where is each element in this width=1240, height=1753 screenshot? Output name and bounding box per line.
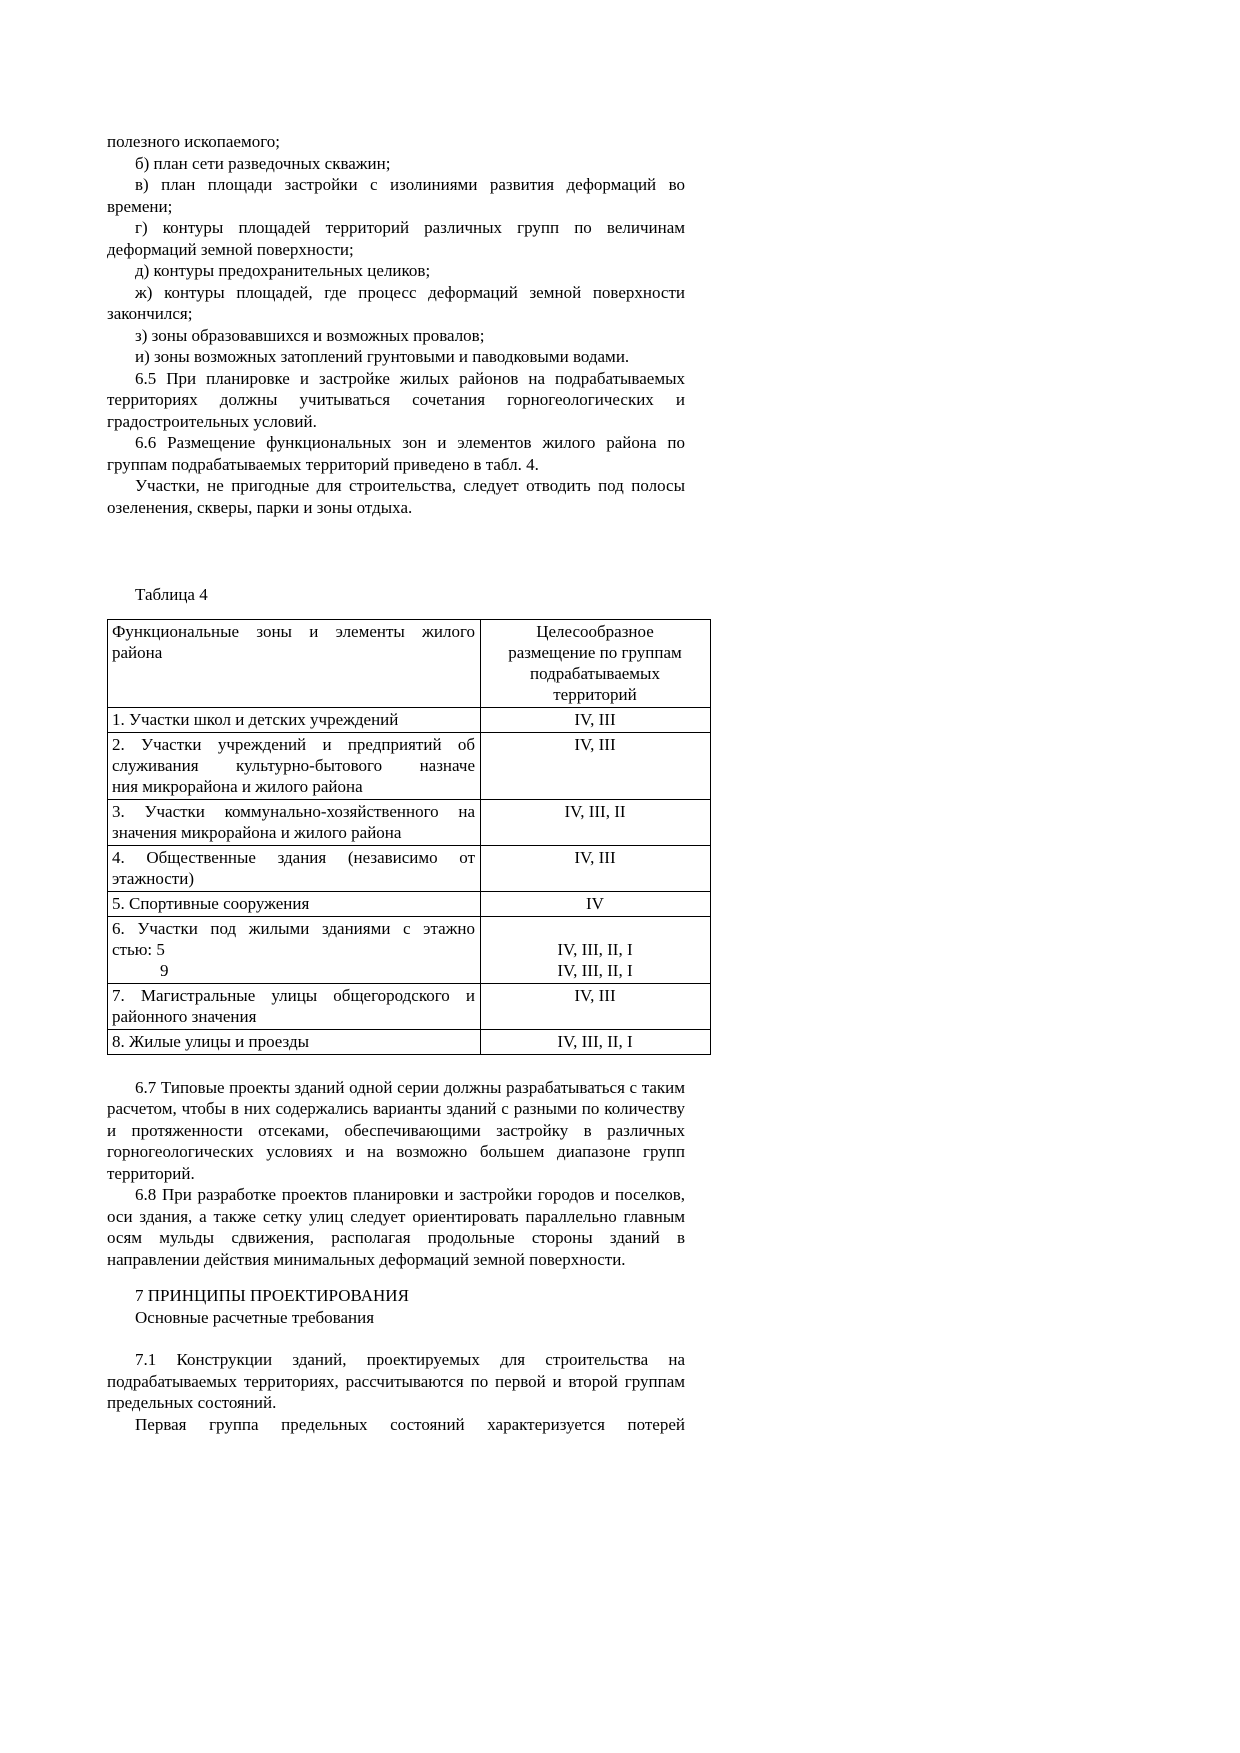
table-row (108, 732, 711, 799)
paragraph: з) зоны образовавшихся и возможных провалов; (135, 325, 485, 345)
cell-line: IV, III, II, I (557, 960, 633, 980)
cell-zone (108, 1029, 481, 1054)
table-header-row (108, 619, 711, 707)
cell-line (485, 918, 705, 939)
paragraph: Участки, не пригодные для строительства, следует отводить под полосы озеленения, скверы, парки и зоны отдыха. (107, 476, 685, 517)
cell-zone (108, 891, 481, 916)
paragraph: Первая группа предельных состояний характеризуется потерей (135, 1414, 685, 1434)
cell-line: стью: 5 (112, 939, 165, 959)
cell-line: 1. Участки школ и детских учреждений (112, 709, 399, 729)
cell-line: ния микрорайона и жилого района (112, 776, 363, 796)
cell-line: Целесообразное (536, 621, 654, 641)
cell-zone (108, 799, 481, 845)
header-cell-zones (108, 619, 481, 707)
cell-group (481, 916, 711, 983)
header-cell-groups (481, 619, 711, 707)
section-7-heading-block (107, 1285, 685, 1328)
paragraph: в) план площади застройки с изолиниями развития деформаций во времени; (107, 175, 685, 216)
cell-group (481, 983, 711, 1029)
table-row (108, 891, 711, 916)
cell-group (481, 707, 711, 732)
table-row (108, 845, 711, 891)
section-6-7-6-8 (107, 1077, 685, 1271)
cell-line: IV, III, II (564, 801, 626, 821)
cell-zone (108, 845, 481, 891)
cell-zone (108, 707, 481, 732)
paragraph: г) контуры площадей территорий различных групп по величинам деформаций земной поверхности; (107, 218, 685, 259)
cell-line: IV, III (574, 709, 616, 729)
table-4 (107, 619, 711, 1055)
cell-line: 6. Участки под жилыми зданиями с этажно (112, 918, 475, 938)
cell-zone (108, 983, 481, 1029)
paragraph: д) контуры предохранительных целиков; (135, 261, 431, 280)
cell-group (481, 845, 711, 891)
cell-line: 7. Магистральные улицы общегородского и (112, 985, 475, 1005)
section-7-1 (107, 1349, 685, 1435)
cell-line: IV (586, 893, 604, 913)
cell-line: IV, III, II, I (557, 939, 633, 959)
cell-line: IV, III, II, I (557, 1031, 633, 1051)
cell-line: 2. Участки учреждений и предприятий об (112, 734, 475, 754)
table-caption: Таблица 4 (135, 585, 208, 604)
cell-group (481, 891, 711, 916)
cell-line: Функциональные зоны и элементы жилого (112, 621, 475, 641)
cell-line: района (112, 642, 163, 662)
cell-line: размещение по группам (508, 642, 682, 662)
paragraph: ж) контуры площадей, где процесс деформаций земной поверхности закончился; (107, 282, 685, 323)
table-row (108, 916, 711, 983)
cell-line: 4. Общественные здания (независимо от (112, 847, 475, 867)
intro-section (107, 131, 685, 518)
cell-line: IV, III (574, 985, 616, 1005)
paragraph: 6.5 При планировке и застройке жилых районов на подрабатываемых территориях должны учитываться сочетания горногеологических и градостроительных условий. (107, 368, 685, 431)
paragraph: и) зоны возможных затоплений грунтовыми и паводковыми водами. (135, 347, 630, 366)
cell-line: районного значения (112, 1006, 257, 1026)
table-row (108, 799, 711, 845)
paragraph: 6.6 Размещение функциональных зон и элементов жилого района по группам подрабатываемых территорий приведено в табл. 4. (107, 433, 685, 474)
cell-line: 9 (160, 960, 169, 980)
cell-line: 3. Участки коммунально-хозяйственного на (112, 801, 475, 821)
cell-line: 8. Жилые улицы и проезды (112, 1031, 310, 1051)
cell-group (481, 1029, 711, 1054)
cell-group (481, 732, 711, 799)
cell-zone (108, 732, 481, 799)
table-row (108, 1029, 711, 1054)
cell-line: подрабатываемых (530, 663, 660, 683)
table-row (108, 707, 711, 732)
table-row (108, 983, 711, 1029)
cell-zone (108, 916, 481, 983)
cell-line: IV, III (574, 734, 616, 754)
cell-group (481, 799, 711, 845)
cell-line: территорий (553, 684, 637, 704)
section-heading: 7 ПРИНЦИПЫ ПРОЕКТИРОВАНИЯ (135, 1286, 409, 1305)
paragraph: 6.7 Типовые проекты зданий одной серии должны разрабатываться с таким расчетом, чтобы в них содержались варианты зданий с разными по количеству и протяженности отсеками, обеспечивающими застройку в различных горногеологических условиях и на возможно большем диапазоне групп территорий. (107, 1077, 685, 1183)
cell-line: служивания культурно-бытового назначе (112, 755, 475, 775)
cell-line: значения микрорайона и жилого района (112, 822, 402, 842)
cell-line: этажности) (112, 868, 194, 888)
cell-line: IV, III (574, 847, 616, 867)
paragraph: полезного ископаемого; (107, 132, 280, 151)
cell-line: 5. Спортивные сооружения (112, 893, 310, 913)
paragraph: 6.8 При разработке проектов планировки и застройки городов и поселков, оси здания, а также сетку улиц следует ориентировать параллельно главным осям мульды сдвижения, располагая продольные стороны зданий в направлении действия минимальных деформаций земной поверхности. (107, 1185, 685, 1269)
paragraph: 7.1 Конструкции зданий, проектируемых для строительства на подрабатываемых территориях, рассчитываются по первой и второй группам предельных состояний. (107, 1350, 685, 1412)
paragraph: б) план сети разведочных скважин; (135, 153, 391, 173)
section-subheading: Основные расчетные требования (135, 1307, 375, 1327)
